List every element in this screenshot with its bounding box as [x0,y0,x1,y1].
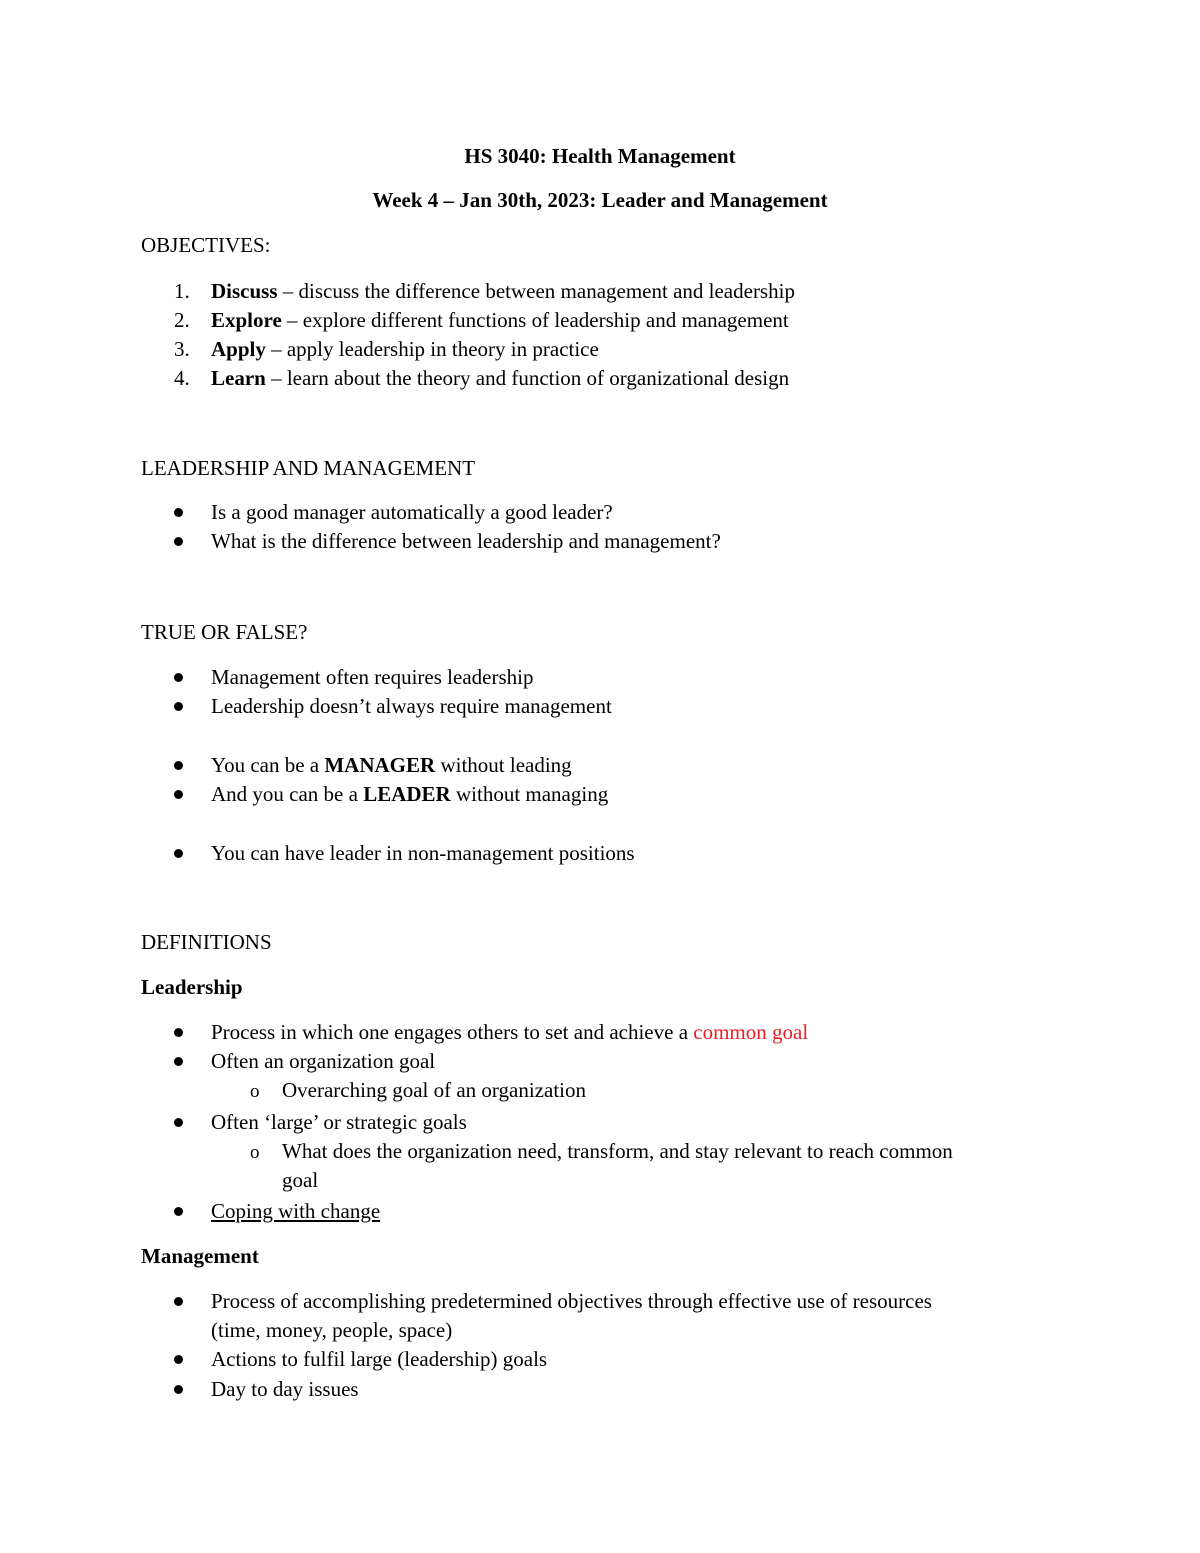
objective-text: – explore different functions of leadership and management [281,308,789,332]
objectives-heading: OBJECTIVES: [141,233,271,257]
bullet-icon [174,790,183,799]
list-item: Often an organization goal [211,1049,436,1073]
list-item [211,1018,808,1047]
emphasis-leader: LEADER [363,782,451,806]
definitions-heading: DEFINITIONS [141,930,272,954]
list-item: Management often requires leadership [211,665,534,689]
bullet-icon [174,702,183,711]
objective-number: 2. [174,308,190,332]
bullet-icon [174,1207,183,1216]
bullet-icon [174,849,183,858]
list-item: Leadership doesn’t always require management [211,694,612,718]
objective-item [211,364,789,393]
objective-item [211,335,599,364]
sub-list-item: What does the organization need, transform, and stay relevant to reach common [282,1139,953,1163]
list-item [211,751,572,780]
bullet-icon [174,673,183,682]
objective-text: – discuss the difference between management and leadership [277,279,795,303]
list-item: Day to day issues [211,1377,359,1401]
sub-list-item: Overarching goal of an organization [282,1078,586,1102]
list-item: You can have leader in non-management positions [211,841,635,865]
bullet-icon [174,1297,183,1306]
list-item-text: Process in which one engages others to set and achieve a [211,1020,694,1044]
objective-term: Explore [211,308,282,332]
sub-bullet-icon: o [250,1142,260,1163]
management-subheading: Management [141,1244,259,1268]
emphasis-manager: MANAGER [324,753,436,777]
list-item-coping-with-change: Coping with change [211,1199,381,1223]
bullet-icon [174,1385,183,1394]
list-item-text: You can be a [211,753,325,777]
document-title: HS 3040: Health Management [464,144,736,168]
list-item: Process of accomplishing predetermined objectives through effective use of resources [211,1289,932,1313]
bullet-icon [174,537,183,546]
document-subtitle: Week 4 – Jan 30th, 2023: Leader and Management [372,188,828,212]
objective-term: Apply [211,337,266,361]
list-item: What is the difference between leadership and management? [211,529,721,553]
bullet-icon [174,508,183,517]
list-item-text: And you can be a [211,782,364,806]
objective-term: Discuss [211,279,278,303]
bullet-icon [174,1355,183,1364]
list-item: Actions to fulfil large (leadership) goals [211,1347,548,1371]
objective-number: 4. [174,366,190,390]
leadership-subheading: Leadership [141,975,243,999]
objective-item [211,277,795,306]
bullet-icon [174,1028,183,1037]
leadership-management-heading: LEADERSHIP AND MANAGEMENT [141,456,476,480]
highlight-common-goal: common goal [693,1020,809,1044]
list-item: Often ‘large’ or strategic goals [211,1110,467,1134]
objective-number: 1. [174,279,190,303]
true-false-heading: TRUE OR FALSE? [141,620,308,644]
list-item-text: without managing [450,782,609,806]
list-item-continuation: (time, money, people, space) [211,1318,453,1342]
objective-item [211,306,789,335]
objective-number: 3. [174,337,190,361]
list-item: Is a good manager automatically a good leader? [211,500,613,524]
bullet-icon [174,1057,183,1066]
objective-text: – learn about the theory and function of organizational design [265,366,790,390]
sub-list-item-continuation: goal [282,1168,319,1192]
bullet-icon [174,761,183,770]
objective-term: Learn [211,366,266,390]
list-item-text: without leading [435,753,572,777]
objective-text: – apply leadership in theory in practice [265,337,599,361]
sub-bullet-icon: o [250,1081,260,1102]
list-item [211,780,608,809]
bullet-icon [174,1118,183,1127]
